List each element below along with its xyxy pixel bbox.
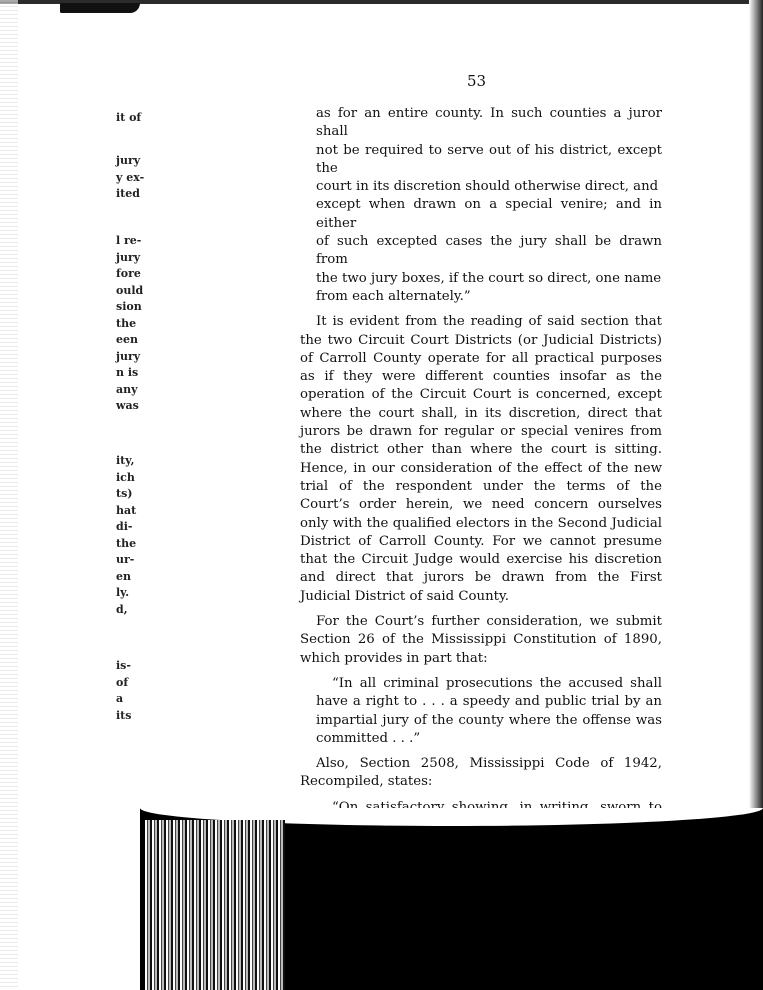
quote-continuation <box>300 105 662 306</box>
margin-fragment: jury <box>116 154 141 167</box>
margin-fragment: en <box>116 569 131 583</box>
margin-fragment: een <box>116 333 138 346</box>
scan-streaks <box>145 820 285 990</box>
page-body <box>300 105 662 854</box>
paragraph-section-2508: Also, Section 2508, Mississippi Code of 1942, Recompiled, states: <box>300 756 662 790</box>
margin-fragment: hat <box>116 503 137 517</box>
margin-fragment: it of <box>116 111 142 124</box>
margin-fragment: any <box>116 382 138 396</box>
margin-fragment: fore <box>116 267 141 280</box>
text-line: court in its discretion should otherwise direct, and <box>316 179 659 195</box>
text-line: except when drawn on a special venire; and in either <box>316 197 662 231</box>
margin-fragments-1 <box>116 110 156 127</box>
margin-fragment: ould <box>116 283 144 297</box>
margin-fragment: jury <box>116 349 141 363</box>
text-line: the two jury boxes, if the court so direct, one name <box>316 270 662 286</box>
text-line: as for an entire county. In such counties a juror shall <box>316 106 662 140</box>
margin-fragment: of <box>116 675 129 689</box>
margin-fragment: sion <box>116 300 142 313</box>
margin-fragment: ity, <box>116 454 135 467</box>
margin-fragment: d, <box>116 602 128 616</box>
scan-left-edge <box>0 0 18 990</box>
paragraph-section-26: For the Court’s further consideration, we submit Section 26 of the Mississippi Constitution of 1890, which provides in part that: <box>300 614 662 666</box>
margin-fragment: ich <box>116 470 135 484</box>
text-line: not be required to serve out of his district, except the <box>316 142 662 176</box>
margin-fragments-3 <box>116 233 156 415</box>
margin-fragment: the <box>116 536 137 550</box>
margin-fragments-5 <box>116 658 156 724</box>
margin-fragment: was <box>116 399 139 412</box>
margin-fragment: ts) <box>116 487 133 500</box>
margin-fragment: the <box>116 316 137 330</box>
margin-fragment: is- <box>116 659 131 672</box>
margin-fragment: ly. <box>116 586 130 599</box>
quote-constitution: “In all criminal prosecutions the accused shall have a right to . . . a speedy and public trial by an impartial jury of the county where the offense was committed . . .” <box>316 675 662 746</box>
margin-fragment: y ex- <box>116 170 145 184</box>
paragraph-evident: It is evident from the reading of said section that the two Circuit Court Districts (or Judicial Districts) of Carroll County operate for all practical purposes as if they were different counties insofar as the operation of the Circuit Court is concerned, except where the court shall, in its discretion, direct that jurors be drawn for regular or special venires from the district other than where the court is sitting. Hence, in our consideration of the effect of the new trial of the respondent under the terms of the Court’s order herein, we need concern ourselves only with the qualified electors in the Second Judicial District of Carroll County. For we cannot presume that the Circuit Judge would exercise his discretion and direct that jurors be drawn from the First Judicial District of said County. <box>300 314 662 604</box>
page-top-edge <box>0 0 763 18</box>
margin-fragment: di- <box>116 520 133 533</box>
margin-fragment: ited <box>116 187 140 200</box>
margin-fragment: l re- <box>116 234 142 247</box>
margin-fragment: ur- <box>116 553 135 566</box>
text-line: of such excepted cases the jury shall be drawn from <box>316 234 662 268</box>
margin-fragments-2 <box>116 153 156 203</box>
page-number: 53 <box>467 72 487 90</box>
text-line: from each alternately.” <box>316 288 471 304</box>
margin-fragment: its <box>116 708 132 722</box>
margin-fragment: jury <box>116 250 141 264</box>
margin-fragment: a <box>116 692 124 705</box>
margin-fragments-4 <box>116 453 156 618</box>
margin-fragment: n is <box>116 366 139 379</box>
